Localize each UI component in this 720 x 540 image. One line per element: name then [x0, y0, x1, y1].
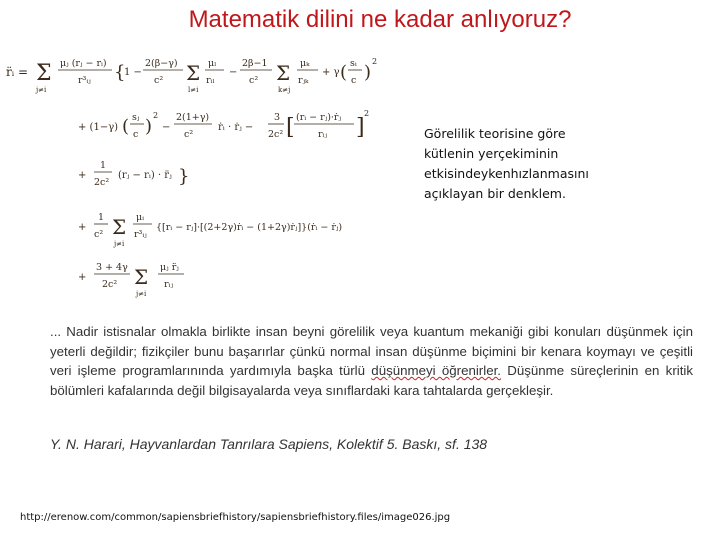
svg-text:(rⱼ − rᵢ) · r̈ⱼ: (rⱼ − rᵢ) · r̈ⱼ	[118, 170, 172, 181]
svg-text:): )	[145, 116, 153, 137]
quote-citation: Y. N. Harari, Hayvanlardan Tanrılara Sapiens, Kolektif 5. Baskı, sf. 138	[50, 436, 488, 452]
svg-text:{[rᵢ − rⱼ]·[(2+2γ)ṙᵢ − (1+2γ)ṙ: {[rᵢ − rⱼ]·[(2+2γ)ṙᵢ − (1+2γ)ṙⱼ]}(ṙᵢ − ṙⱼ)	[156, 222, 343, 233]
svg-text:+: +	[78, 170, 87, 181]
svg-text:3: 3	[274, 112, 281, 123]
svg-text:r³ᵢⱼ: r³ᵢⱼ	[134, 229, 147, 240]
svg-text:2c²: 2c²	[102, 279, 118, 290]
svg-text:}: }	[178, 166, 190, 187]
svg-text:μₖ: μₖ	[300, 58, 310, 69]
svg-text:c²: c²	[94, 229, 104, 240]
quote-paragraph	[50, 322, 693, 400]
svg-text:(: (	[340, 62, 348, 83]
equation-caption	[424, 124, 614, 204]
svg-text:rᵢₗ: rᵢₗ	[206, 75, 215, 86]
svg-text:r̈ᵢ =: r̈ᵢ =	[6, 65, 29, 79]
svg-text:1 −: 1 −	[124, 67, 142, 78]
svg-text:2(1+γ): 2(1+γ)	[176, 112, 210, 123]
svg-text:2c²: 2c²	[268, 129, 284, 140]
svg-text:2: 2	[153, 111, 159, 120]
slide-title: Matematik dilini ne kadar anlıyoruz?	[188, 6, 572, 33]
svg-text:μⱼ (rⱼ − rᵢ): μⱼ (rⱼ − rᵢ)	[60, 58, 107, 69]
svg-text:2(β−γ): 2(β−γ)	[145, 58, 178, 69]
quote-underlined-text: düşünmeyi öğrenirler.	[371, 363, 501, 378]
quote-text: ... Nadir istisnalar olmakla birlikte insan beyni görelilik veya kuantum mekaniği gibi konuları düşünmek için yeterli değildir; fizikçiler bunu başarırlar çünkü normal insan düşünme biçimini bir kenara koymayı ve çeşitli veri işleme programlarınında yardımıyla başka türlü	[50, 324, 693, 378]
svg-text:+ γ: + γ	[322, 67, 340, 78]
svg-text:+: +	[78, 272, 87, 283]
svg-text:rᵢⱼ: rᵢⱼ	[164, 279, 173, 290]
svg-text:sᵢ: sᵢ	[350, 58, 357, 69]
svg-text:1: 1	[98, 212, 105, 223]
svg-text:c: c	[133, 129, 139, 140]
svg-text:[: [	[286, 115, 295, 140]
svg-text:l≠i: l≠i	[188, 86, 199, 94]
caption-line: Görelilik teorisine göre	[424, 126, 566, 141]
equation-image	[2, 48, 394, 304]
svg-text:2: 2	[372, 57, 378, 66]
svg-text:ṙᵢ · ṙⱼ −: ṙᵢ · ṙⱼ −	[218, 122, 254, 133]
svg-text:(: (	[122, 116, 130, 137]
svg-text:Σ: Σ	[186, 61, 201, 85]
svg-text:3 + 4γ: 3 + 4γ	[96, 262, 128, 273]
svg-text:k≠j: k≠j	[278, 86, 291, 94]
svg-text:(rᵢ − rⱼ)·ṙⱼ: (rᵢ − rⱼ)·ṙⱼ	[296, 112, 341, 123]
svg-text:c: c	[351, 75, 357, 86]
svg-text:2c²: 2c²	[94, 177, 110, 188]
svg-text:μₗ: μₗ	[208, 58, 217, 69]
svg-text:−: −	[229, 67, 238, 78]
caption-line: kütlenin yerçekiminin	[424, 146, 559, 161]
svg-text:c²: c²	[154, 75, 164, 86]
svg-text:rᵢⱼ: rᵢⱼ	[318, 129, 327, 140]
svg-text:j≠i: j≠i	[136, 290, 147, 298]
svg-text:−: −	[162, 122, 171, 133]
svg-text:j≠i: j≠i	[36, 86, 47, 94]
svg-text:{: {	[114, 62, 126, 83]
svg-text:+: +	[78, 222, 87, 233]
svg-text:r³ᵢⱼ: r³ᵢⱼ	[78, 75, 91, 86]
svg-text:j≠i: j≠i	[114, 240, 125, 248]
svg-text:2: 2	[364, 109, 370, 118]
svg-text:1: 1	[100, 160, 107, 171]
svg-text:c²: c²	[249, 75, 259, 86]
svg-text:μᵢ: μᵢ	[136, 212, 145, 223]
svg-text:+ (1−γ): + (1−γ)	[78, 122, 119, 133]
svg-text:Σ: Σ	[276, 61, 291, 85]
caption-line: etkisindeykenhızlanmasını	[424, 166, 589, 181]
svg-text:sⱼ: sⱼ	[132, 112, 140, 123]
svg-text:c²: c²	[184, 129, 194, 140]
svg-text:Σ: Σ	[134, 265, 149, 289]
svg-text:Σ: Σ	[36, 61, 52, 86]
image-source-link[interactable]: http://erenow.com/common/sapiensbriefhistory/sapiensbriefhistory.files/image026.jpg	[20, 512, 451, 523]
quote-text-end: Düşünme süreçlerinin en kritik bölümleri kafalarında değil bilgisayalarda veya sınıflardaki kara tahtalarda gerçekleşir.	[50, 363, 693, 398]
caption-line: açıklayan bir denklem.	[424, 186, 566, 201]
svg-text:2β−1: 2β−1	[242, 58, 268, 69]
svg-text:): )	[364, 62, 372, 83]
svg-text:μⱼ r̈ⱼ: μⱼ r̈ⱼ	[160, 262, 179, 273]
svg-text:rⱼₖ: rⱼₖ	[298, 75, 309, 86]
svg-text:]: ]	[356, 115, 365, 140]
svg-text:Σ: Σ	[112, 215, 127, 239]
